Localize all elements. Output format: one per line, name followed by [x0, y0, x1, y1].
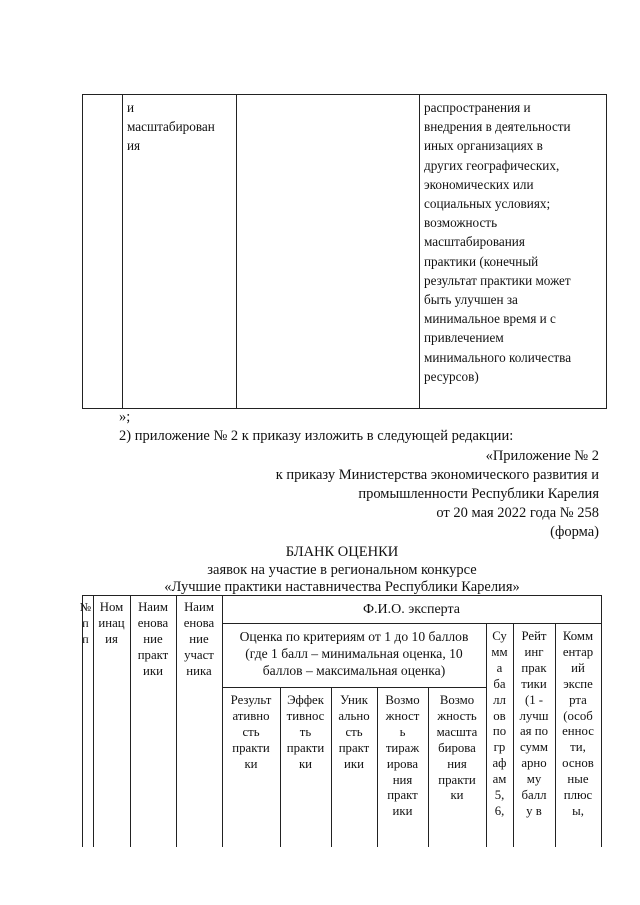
- appendix-ministry: промышленности Республики Карелия: [358, 486, 599, 502]
- appendix-form-label: (форма): [550, 524, 599, 540]
- appendix-order-ref: к приказу Министерства экономического развития и: [275, 467, 599, 483]
- col-expert-comment: Комм ентар ий экспе рта (особ еннос ти, основ ные плюс ы,: [562, 629, 594, 818]
- crit-scaling: Возмо жность масшта бирова ния практи ки: [436, 693, 478, 803]
- crit-efficiency: Эффек тивнос ть практи ки: [286, 693, 325, 771]
- col-practice-name: Наим енова ние практ ики: [137, 600, 169, 678]
- appendix-date: от 20 мая 2022 года № 258: [436, 505, 599, 521]
- col-rating: Рейт инг прак тики (1 - лучш ая по сумм арно му балл у в: [519, 629, 549, 818]
- scaling-criterion-description: распространения и внедрения в деятельности иных организациях в других географических, экономических или социальных условиях; возможность масштабирования практики (конечный результат практики может быть улучшен за минимальное время и с привлечением минимального количества ресурсов): [424, 100, 572, 384]
- crit-uniqueness: Уник ально сть практ ики: [338, 693, 370, 771]
- appendix-number: «Приложение № 2: [485, 448, 599, 464]
- closing-quote: »;: [119, 409, 131, 425]
- col-score-sum: Су мм а ба лл ов по гр аф ам 5, 6,: [491, 629, 508, 818]
- expert-name-header: Ф.И.О. эксперта: [363, 602, 460, 617]
- crit-replication: Возмо жност ь тираж ирова ния практ ики: [385, 693, 420, 819]
- col-participant-name: Наим енова ние участ ника: [183, 600, 215, 678]
- col-nomination: Ном инац ия: [98, 600, 125, 646]
- appendix-header: [200, 447, 599, 542]
- amendment-paragraph: 2) приложение № 2 к приказу изложить в следующей редакции:: [119, 428, 514, 444]
- scaling-criterion-name: и масштабирован ия: [127, 100, 215, 154]
- criteria-header: Оценка по критериям от 1 до 10 баллов (где 1 балл – минимальная оценка, 10 баллов – максимальная оценка): [239, 629, 469, 678]
- col-number: № п п: [79, 600, 92, 646]
- form-subtitle-2: «Лучшие практики наставничества Республики Карелия»: [164, 579, 520, 595]
- form-title: БЛАНК ОЦЕНКИ: [285, 544, 399, 560]
- form-subtitle-1: заявок на участие в региональном конкурсе: [207, 562, 477, 578]
- crit-result: Результ ативно сть практи ки: [230, 693, 272, 771]
